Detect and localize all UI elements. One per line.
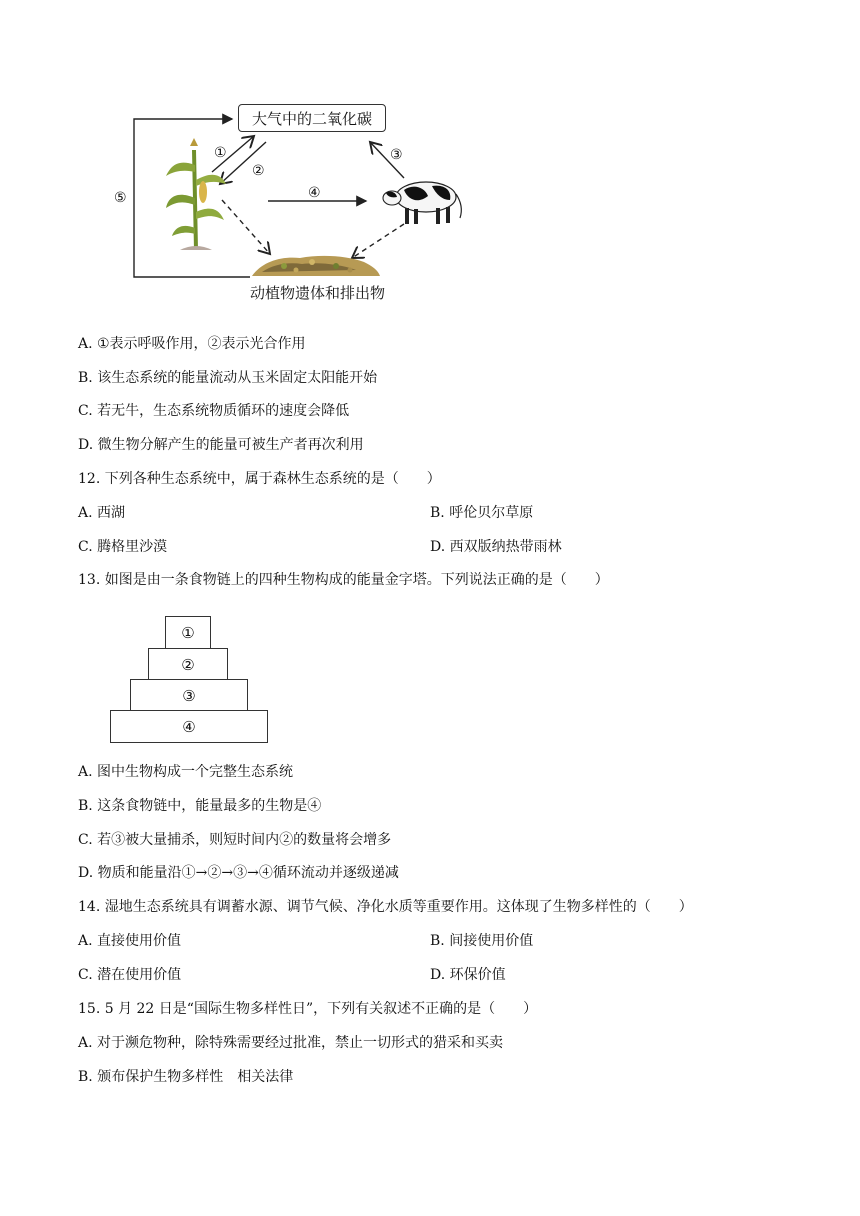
pyramid-level-1: ① [165, 616, 211, 650]
q11-option-b: B. 该生态系统的能量流动从玉米固定太阳能开始 [78, 370, 378, 386]
q12-stem: 12. 下列各种生态系统中，属于森林生态系统的是（ ） [78, 471, 441, 487]
q13-option-b: B. 这条食物链中，能量最多的生物是④ [78, 798, 322, 814]
pyramid-level-2: ② [148, 648, 228, 681]
atmosphere-co2-box: 大气中的二氧化碳 [238, 104, 386, 132]
pyramid-level-3: ③ [130, 679, 248, 712]
arrow-label-3: ③ [390, 147, 403, 163]
q12-option-c: C. 腾格里沙漠 [78, 539, 168, 555]
arrow-label-4: ④ [308, 185, 321, 201]
arrow-label-5: ⑤ [114, 190, 127, 206]
q11-option-c: C. 若无牛，生态系统物质循环的速度会降低 [78, 403, 350, 419]
q13-option-a: A. 图中生物构成一个完整生态系统 [78, 764, 294, 780]
q14-option-a: A. 直接使用价值 [78, 933, 182, 949]
cow-illustration [383, 182, 461, 224]
q14-option-c: C. 潜在使用价值 [78, 967, 182, 983]
q11-option-a: A. ①表示呼吸作用，②表示光合作用 [78, 336, 306, 352]
dashed-arrow-cow-remains [352, 224, 404, 258]
q13-option-c: C. 若③被大量捕杀，则短时间内②的数量将会增多 [78, 832, 392, 848]
q12-option-a: A. 西湖 [78, 505, 126, 521]
q13-stem: 13. 如图是由一条食物链上的四种生物构成的能量金字塔。下列说法正确的是（ ） [78, 572, 609, 588]
q12-option-d: D. 西双版纳热带雨林 [430, 539, 562, 555]
q12-option-b: B. 呼伦贝尔草原 [430, 505, 534, 521]
q11-option-d: D. 微生物分解产生的能量可被生产者再次利用 [78, 437, 364, 453]
remains-pile-illustration [252, 256, 380, 276]
q15-option-b: B. 颁布保护生物多样性 相关法律 [78, 1069, 294, 1085]
q15-stem: 15. 5 月 22 日是“国际生物多样性日”，下列有关叙述不正确的是（ ） [78, 1001, 538, 1017]
pyramid-level-4: ④ [110, 710, 268, 743]
q13-option-d: D. 物质和能量沿①→②→③→④循环流动并逐级递减 [78, 865, 399, 881]
q14-stem: 14. 湿地生态系统具有调蓄水源、调节气候、净化水质等重要作用。这体现了生物多样性的（ ） [78, 899, 693, 915]
q14-option-d: D. 环保价值 [430, 967, 506, 983]
remains-label: 动植物遗体和排出物 [250, 284, 386, 302]
q14-option-b: B. 间接使用价值 [430, 933, 534, 949]
diagram-arrows [0, 0, 860, 310]
q15-option-a: A. 对于濒危物种，除特殊需要经过批准，禁止一切形式的猎采和买卖 [78, 1035, 504, 1051]
dashed-arrow-plant-remains [222, 200, 270, 254]
arrow-label-1: ① [214, 145, 227, 161]
arrow-label-2: ② [252, 163, 265, 179]
